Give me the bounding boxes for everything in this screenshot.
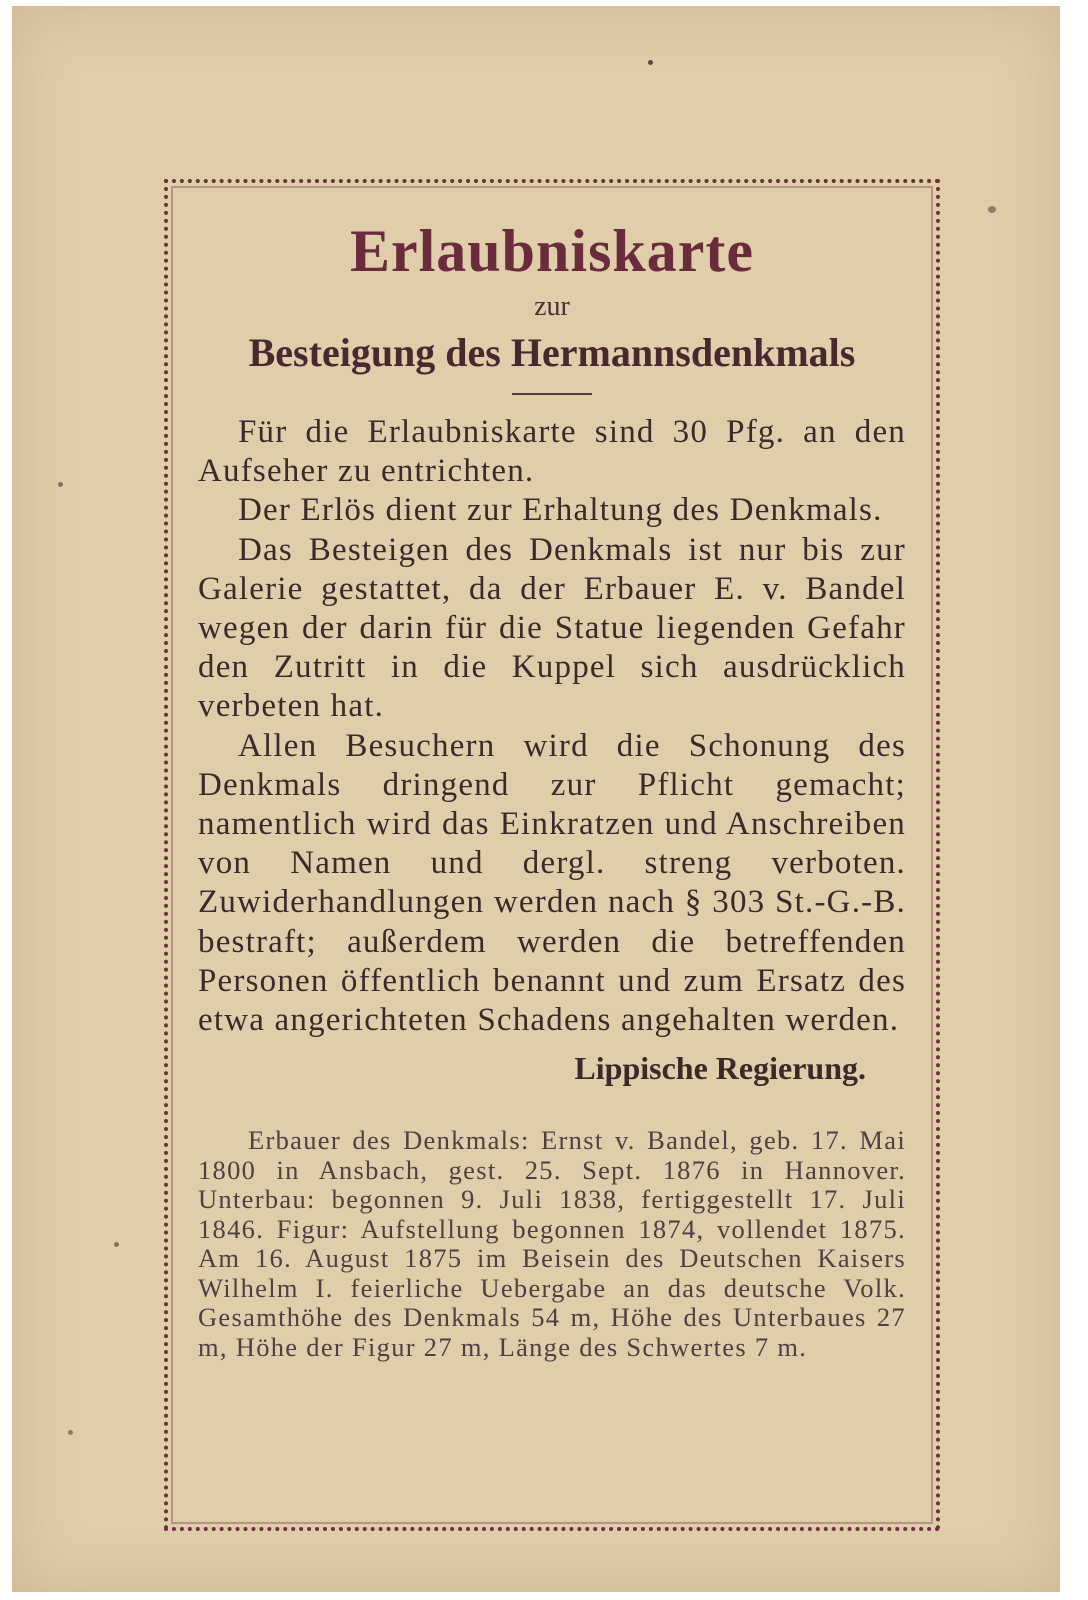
decorative-border	[164, 179, 940, 1531]
paragraph-proceeds: Der Erlös dient zur Erhaltung des Denkmals.	[238, 492, 883, 529]
paragraph-fee: Für die Erlaubniskarte sind 30 Pfg. an den Aufseher zu entrichten.	[198, 414, 906, 490]
paper-speck	[648, 60, 653, 65]
card-title: Erlaubniskarte	[349, 218, 755, 284]
paper-speck	[58, 482, 63, 487]
card-content	[198, 205, 906, 1507]
paper-speck	[68, 1430, 73, 1435]
card-body	[198, 413, 906, 1040]
paper-speck	[988, 206, 996, 213]
title-divider	[512, 393, 592, 395]
paper-speck	[114, 1242, 119, 1247]
signature-authority: Lippische Regierung.	[574, 1050, 866, 1087]
paragraph-access-rules: Das Besteigen des Denkmals ist nur bis zur Galerie gestattet, da der Erbauer E. v. Bandel wegen der darin für die Statue liegenden Gefahr den Zutritt in die Kuppel sich ausdrücklich verbeten hat.	[198, 531, 906, 725]
paragraph-conduct-rules: Allen Besuchern wird die Schonung des Denkmals dringend zur Pflicht gemacht; namentlich wird das Einkratzen und Anschreiben von Namen und dergl. streng verboten. Zuwiderhandlungen werden nach § 303 St.-G.-B. bestraft; außerdem werden die betreffenden Personen öffentlich benannt und zum Ersatz des etwa angerichteten Schadens angehalten werden.	[198, 727, 906, 1039]
card-subtitle-connector: zur	[534, 291, 570, 322]
monument-history-note: Erbauer des Denkmals: Ernst v. Bandel, geb. 17. Mai 1800 in Ansbach, gest. 25. Sept. 1876 in Hannover. Unterbau: begonnen 9. Juli 1838, fertiggestellt 17. Juli 1846. Figur: Aufstellung begonnen 1874, vollendet 1875. Am 16. August 1875 im Beisein des Deutschen Kaisers Wilhelm I. feierliche Uebergabe an das deutsche Volk. Gesamthöhe des Denkmals 54 m, Höhe des Unterbaues 27 m, Höhe der Figur 27 m, Länge des Schwertes 7 m.	[198, 1125, 906, 1362]
card-subtitle: Besteigung des Hermannsdenkmals	[248, 330, 856, 375]
permit-card	[12, 6, 1060, 1592]
